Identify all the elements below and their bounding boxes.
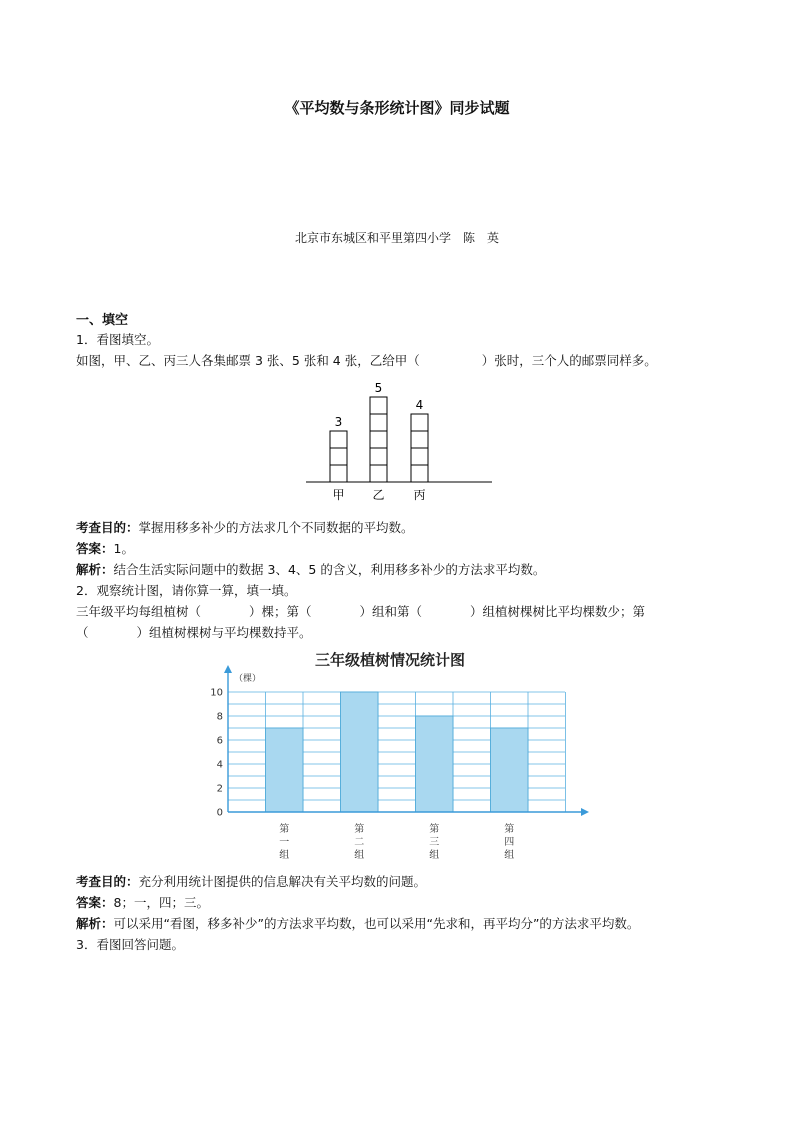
q2-purpose-label: 考查目的： (76, 874, 139, 889)
q2-line1 (76, 602, 645, 622)
q2-analysis-label: 解析： (76, 916, 114, 931)
bar (341, 692, 379, 812)
q2-l1b: ）棵；第（ (249, 604, 312, 619)
q1-purpose (76, 518, 414, 538)
q1-purpose-text: 掌握用移多补少的方法求几个不同数据的平均数。 (138, 520, 414, 535)
q1-purpose-label: 考查目的： (76, 520, 139, 535)
x-axis-arrow (581, 808, 589, 816)
bar (266, 728, 304, 812)
person-label: 甲 (332, 488, 345, 502)
q1-text-b: ）张时，三个人的邮票同样多。 (481, 353, 657, 368)
q2-purpose-text: 充分利用统计图提供的信息解决有关平均数的问题。 (138, 874, 427, 889)
q1-answer (76, 539, 134, 559)
stamp-cell (370, 397, 387, 414)
bar (416, 716, 454, 812)
category-label: 第三组 (429, 824, 440, 861)
q2-l2a: （ (76, 625, 89, 640)
stamp-cell (370, 448, 387, 465)
section-heading: 一、填空 (76, 313, 129, 328)
category-label: 第一组 (279, 824, 290, 861)
author-line: 北京市东城区和平里第四小学 陈 英 (294, 231, 499, 245)
y-axis-arrow (224, 665, 232, 673)
page-title: 《平均数与条形统计图》同步试题 (284, 99, 510, 117)
q2-l1a: 三年级平均每组植树（ (76, 604, 202, 619)
category-label: 第四组 (504, 824, 515, 861)
stamp-cell (411, 448, 428, 465)
q2-answer (76, 893, 209, 913)
stamp-cell (330, 465, 347, 482)
person-label: 丙 (413, 488, 426, 502)
stamp-count-label: 3 (334, 415, 343, 429)
q2-purpose (76, 872, 426, 892)
q1-analysis (76, 560, 545, 580)
chart-title: 三年级植树情况统计图 (314, 651, 466, 669)
q2-l2b: ）组植树棵树与平均棵数持平。 (136, 625, 312, 640)
stamp-cell (370, 431, 387, 448)
stamp-cell (370, 414, 387, 431)
q1-analysis-text: 结合生活实际问题中的数据 3、4、5 的含义，利用移多补少的方法求平均数。 (113, 562, 546, 577)
q1-heading: 1．看图填空。 (76, 332, 159, 347)
q2-heading: 2．观察统计图，请你算一算，填一填。 (76, 583, 297, 598)
chart-ylabel: （棵） (234, 674, 262, 684)
y-tick-label: 2 (216, 783, 223, 795)
q1-text (76, 351, 657, 371)
stamp-cell (370, 465, 387, 482)
tree-chart (200, 645, 600, 867)
q1-answer-text: 1。 (113, 541, 134, 556)
y-tick-label: 0 (216, 807, 223, 819)
q2-analysis (76, 914, 639, 934)
q2-l1d: ）组植树棵树比平均棵数少；第 (470, 604, 646, 619)
q1-analysis-label: 解析： (76, 562, 114, 577)
person-label: 乙 (372, 488, 385, 502)
q2-l1c: ）组和第（ (359, 604, 423, 619)
q2-answer-label: 答案： (76, 895, 114, 910)
y-tick-label: 10 (210, 687, 223, 699)
q3-heading: 3．看图回答问题。 (76, 937, 184, 952)
q2-answer-text: 8；一，四；三。 (113, 895, 209, 910)
stamp-count-label: 5 (374, 381, 383, 395)
stamp-cell (330, 448, 347, 465)
q1-text-a: 如图，甲、乙、丙三人各集邮票 3 张、5 张和 4 张，乙给甲（ (76, 353, 420, 368)
q2-analysis-text: 可以采用“看图，移多补少”的方法求平均数，也可以采用“先求和，再平均分”的方法求平均数。 (113, 916, 640, 931)
q1-answer-label: 答案： (76, 541, 114, 556)
stamp-count-label: 4 (415, 398, 424, 412)
y-tick-label: 6 (216, 735, 223, 747)
bar (491, 728, 529, 812)
y-tick-label: 8 (216, 711, 223, 723)
stamp-cell (411, 414, 428, 431)
q2-line2 (76, 623, 312, 643)
stamp-cell (411, 465, 428, 482)
stamp-cell (411, 431, 428, 448)
category-label: 第二组 (354, 824, 365, 861)
y-tick-label: 4 (216, 759, 223, 771)
stamp-cell (330, 431, 347, 448)
stamp-figure (300, 376, 500, 508)
